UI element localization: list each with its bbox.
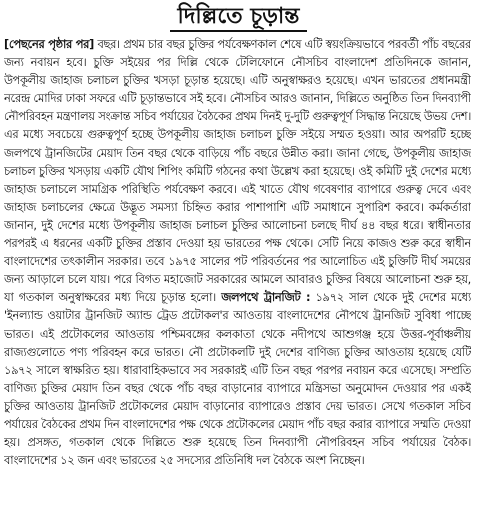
article-paragraph-2: ১৯৭২ সাল থেকে দুই দেশের মধ্যে 'ইনল্যান্ড ওয়াটার ট্রানজিট অ্যান্ড ট্রেড প্রটোকল'র আওতায় বাংলাদেশের নৌপথে ট্রানজিট সুবিধা পাচ্ছে ভারত। এই প্রটোকলের আওতায় পশ্চিমবঙ্গের কলকাতা থেকে নদীপথে আশুগঞ্জ হয়ে উত্তর-পূর্বাঞ্চলীয় রাজ্যগুলোতে পণ্য পরিবহন করে ভারত। নৌ প্রটোকলটি দুই দেশের বাণিজ্য চুক্তির আওতায় হয়েছে যেটি ১৯৭২ সালে স্বাক্ষরিত হয়। ধারাবাহিকভাবে সব সরকারই এটি তিন বছর পরপর নবায়ন করে এসেছে। সম্প্রতি বাণিজ্য চুক্তির মেয়াদ তিন বছর থেকে পাঁচ বছর বাড়ানোর ব্যাপারে মন্ত্রিসভা অনুমোদন দেওয়ার পর একই চুক্তির আওতায় ট্রানজিট প্রটোকলের মেয়াদ বাড়ানোর ব্যাপারেও প্রস্তাব দেয় ভারত। সেখে গতকাল সচিব পর্যায়ের বৈঠকের প্রথম দিন বাংলাদেশের পক্ষ থেকে প্রটোকলের মেয়াদ পাঁচ বছর করার ব্যাপারে সম্মতি দেওয়া হয়। প্রসঙ্গত, গতকাল থেকে দিল্লিতে শুরু হয়েছে তিন দিনব্যাপী নৌপরিবহন সচিব পর্যায়ের বৈঠক। বাংলাদেশের ১২ জন এবং ভারতের ২৫ সদস্যের প্রতিনিধি দল বৈঠকে অংশ নিচ্ছেন। [4,291,471,468]
article-body [4,36,471,526]
article-paragraph-1: বছর। প্রথম চার বছর চুক্তির পর্যবেক্ষণকাল শেষে এটি স্বয়ংক্রিয়ভাবে পরবর্তী পাঁচ বছরের জন্য নবায়ন হবে। চুক্তি সইয়ের পর দিল্লি থেকে টেলিফোনে নৌসচিব বাংলাদেশ প্রতিদিনকে জানান, উপকূলীয় জাহাজ চলাচল চুক্তির খসড়া চূড়ান্ত হয়েছে। এটি অনুস্বাক্ষরও হয়েছে। এখন ভারতের প্রধানমন্ত্রী নরেন্দ্র মোদির ঢাকা সফরে এটি চূড়ান্তভাবে সই হবে। নৌসচিব আরও জানান, দিল্লিতে অনুষ্ঠিত তিন দিনব্যাপী নৌপরিবহন মন্ত্রণালয় সংক্রান্ত সচিব পর্যায়ের বৈঠকের প্রথম দিনই দু-দুটি গুরুত্বপূর্ণ সিদ্ধান্ত নিয়েছে উভয় দেশ। এর মধ্যে সবচেয়ে গুরুত্বপূর্ণ হচ্ছে উপকূলীয় জাহাজ চলাচল চুক্তি সইয়ে সম্মত হওয়া। আর অপরটি হচ্ছে জলপথে ট্রানজিটের মেয়াদ তিন বছর থেকে বাড়িয়ে পাঁচ বছরে উন্নীত করা। জানা গেছে, উপকূলীয় জাহাজ চলাচল চুক্তির খসড়ায় একটি যৌথ শিপিং কমিটি গঠনের কথা উল্লেখ করা হয়েছে। ওই কমিটি দুই দেশের মধ্যে জাহাজ চলাচলে সামগ্রিক পরিস্থিতি পর্যবেক্ষণ করবে। এই খাতে যৌথ গবেষণার ব্যাপারে গুরুত্ব দেবে এবং জাহাজ চলাচলের ক্ষেত্রে উদ্ভূত সমস্যা চিহ্নিত করার পাশাপাশি এটি সমাধানে সুপারিশ করবে। কর্মকর্তারা জানান, দুই দেশের মধ্যে উপকূলীয় জাহাজ চলাচল চুক্তির আলোচনা চলছে দীর্ঘ ৪৪ বছর ধরে। স্বাধীনতার পরপরই এ ধরনের একটি চুক্তির প্রস্তাব দেওয়া হয় ভারতের পক্ষ থেকে। সেটি নিয়ে কাজও শুরু করে স্বাধীন বাংলাদেশের তৎকালীন সরকার। তবে ১৯৭৫ সালের পট পরিবর্তনের পর আলোচিত এই চুক্তিটি দীর্ঘ সময়ের জন্য আড়ালে চলে যায়। পরে বিগত মহাজোট সরকারের আমলে আবারও চুক্তির বিষয়ে আলোচনা শুরু হয়, যা গতকাল অনুস্বাক্ষরের মধ্য দিয়ে চূড়ান্ত হলো। [4,38,471,305]
waterway-transit-subhead: জলপথে ট্রানজিট : [221,291,311,305]
headline-container [0,4,477,32]
article-text [4,36,471,470]
continuation-kicker: [পেছনের পৃষ্ঠার পর] [4,38,95,51]
headline: দিল্লিতে চূড়ান্ত [170,5,308,32]
